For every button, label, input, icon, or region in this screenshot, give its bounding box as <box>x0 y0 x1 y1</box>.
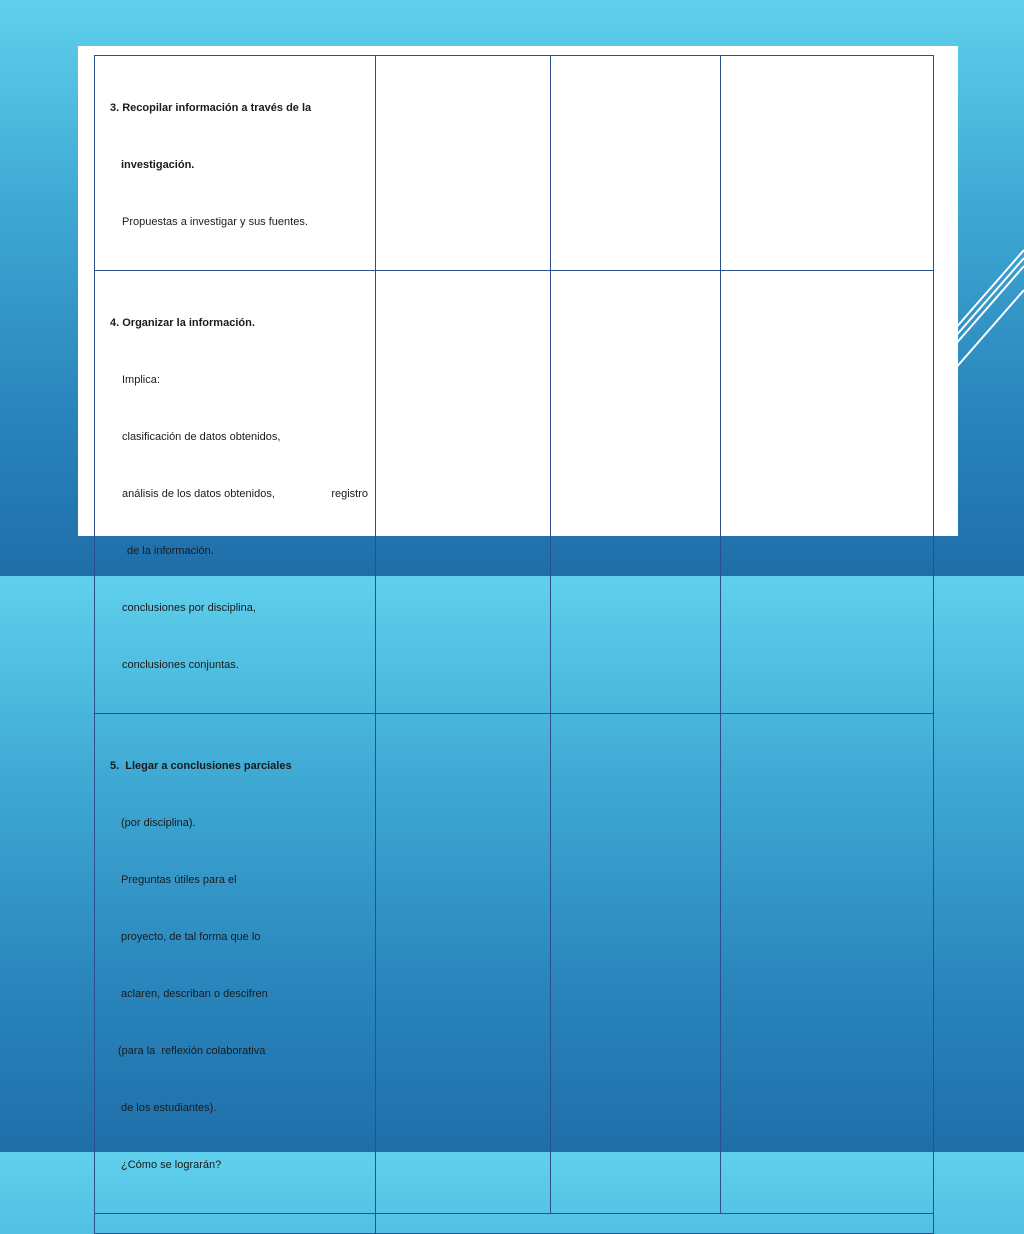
empty-cell <box>376 1214 934 1234</box>
table-row <box>95 56 934 271</box>
diagonal-lines-decoration <box>954 230 1024 390</box>
table-cell-step-5 <box>95 714 376 1214</box>
step-4-line: Implica: <box>122 374 160 386</box>
step-4-title: 4. Organizar la información. <box>110 317 255 329</box>
step-5-line: proyecto, de tal forma que lo <box>121 931 261 943</box>
empty-cell <box>551 56 721 271</box>
empty-cell <box>95 1214 376 1234</box>
step-5-line: ¿Cómo se lograrán? <box>121 1159 222 1171</box>
step-5-title: 5. Llegar a conclusiones parciales <box>110 760 292 772</box>
step-5-line: de los estudiantes). <box>121 1102 217 1114</box>
table-row <box>95 1214 934 1234</box>
step-4-line: conclusiones conjuntas. <box>122 659 239 671</box>
step-4-split-line <box>110 485 368 504</box>
empty-cell <box>721 714 934 1214</box>
table-row <box>95 714 934 1214</box>
table-cell-step-3 <box>95 56 376 271</box>
step-3-title: 3. Recopilar información a través de la <box>110 102 312 114</box>
empty-cell <box>721 271 934 714</box>
planning-table <box>94 55 934 1234</box>
empty-cell <box>551 271 721 714</box>
step-5-line: (por disciplina). <box>121 817 196 829</box>
empty-cell <box>721 56 934 271</box>
empty-cell <box>376 271 551 714</box>
step-3-line: investigación. <box>121 159 195 171</box>
step-4-line: de la información. <box>127 545 214 557</box>
step-4-line: clasificación de datos obtenidos, <box>122 431 281 443</box>
empty-cell <box>376 714 551 1214</box>
step-5-line: aclaren, describan o descifren <box>121 988 268 1000</box>
step-3-line: Propuestas a investigar y sus fuentes. <box>122 216 308 228</box>
table-row <box>95 271 934 714</box>
table-cell-step-4 <box>95 271 376 714</box>
empty-cell <box>376 56 551 271</box>
step-4-line: registro <box>331 488 368 500</box>
step-4-line: análisis de los datos obtenidos, <box>122 488 275 500</box>
empty-cell <box>551 714 721 1214</box>
step-4-line: conclusiones por disciplina, <box>122 602 256 614</box>
step-5-line: (para la reflexión colaborativa <box>118 1045 266 1057</box>
step-5-line: Preguntas útiles para el <box>121 874 237 886</box>
document-page <box>78 46 958 1171</box>
